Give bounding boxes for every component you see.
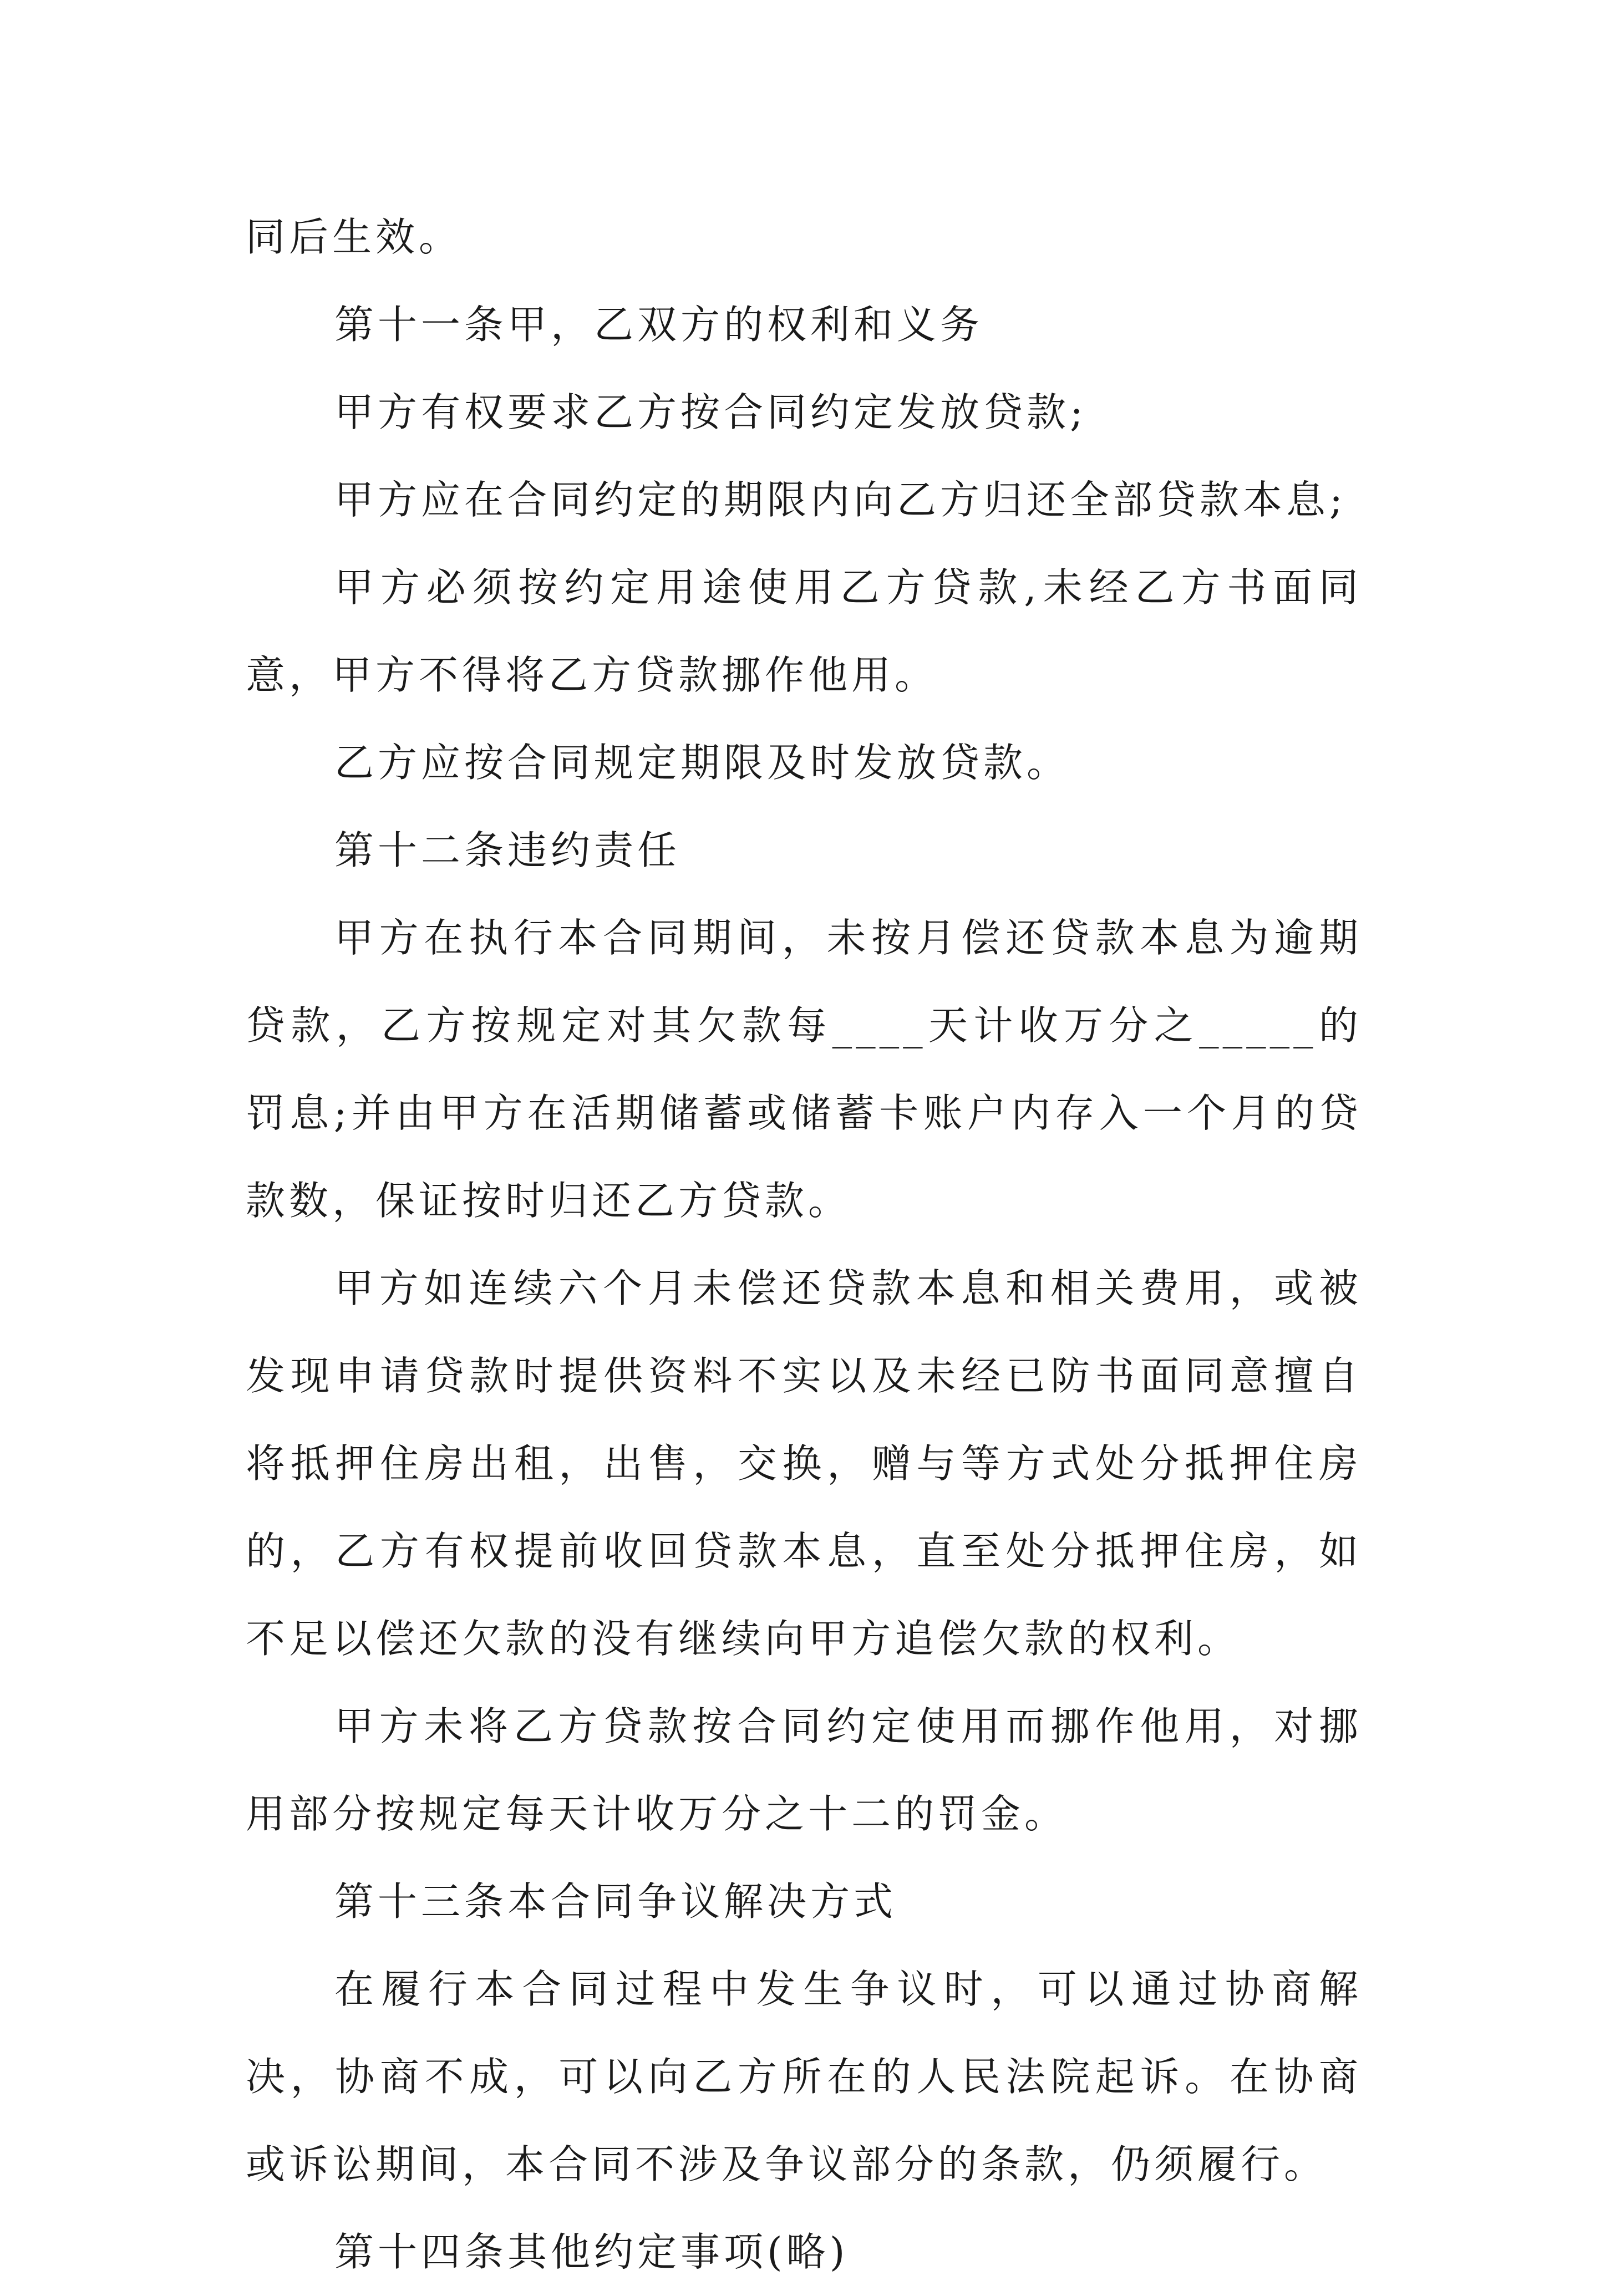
paragraph: 甲方必须按约定用途使用乙方贷款,未经乙方书面同意，甲方不得将乙方贷款挪作他用。	[246, 564, 1362, 698]
article-14-heading: 第十四条其他约定事项(略)	[334, 2229, 849, 2275]
paragraph: 甲方有权要求乙方按合同约定发放贷款;	[334, 389, 1087, 435]
paragraph: 甲方在执行本合同期间，未按月偿还贷款本息为逾期贷款，乙方按规定对其欠款每____天计收万分之_____的罚息;并由甲方在活期储蓄或储蓄卡账户内存入一个月的贷款数，保证按时归还乙方贷款。	[246, 915, 1362, 1224]
article-11-heading: 第十一条甲，乙双方的权利和义务	[334, 302, 984, 348]
article-12-heading: 第十二条违约责任	[334, 827, 681, 873]
paragraph: 甲方如连续六个月未偿还贷款本息和相关费用，或被发现申请贷款时提供资料不实以及未经已防书面同意擅自将抵押住房出租，出售，交换，赠与等方式处分抵押住房的，乙方有权提前收回贷款本息，直至处分抵押住房，如不足以偿还欠款的没有继续向甲方追偿欠款的权利。	[246, 1265, 1362, 1662]
paragraph-continuation: 同后生效。	[246, 214, 463, 260]
document-body	[246, 194, 1362, 2296]
paragraph: 在履行本合同过程中发生争议时，可以通过协商解决，协商不成，可以向乙方所在的人民法院起诉。在协商或诉讼期间，本合同不涉及争议部分的条款，仍须履行。	[246, 1966, 1362, 2187]
paragraph: 甲方应在合同约定的期限内向乙方归还全部贷款本息;	[334, 477, 1347, 523]
paragraph: 乙方应按合同规定期限及时发放贷款。	[334, 740, 1070, 786]
paragraph: 甲方未将乙方贷款按合同约定使用而挪作他用，对挪用部分按规定每天计收万分之十二的罚金。	[246, 1703, 1362, 1837]
article-13-heading: 第十三条本合同争议解决方式	[334, 1878, 897, 1925]
